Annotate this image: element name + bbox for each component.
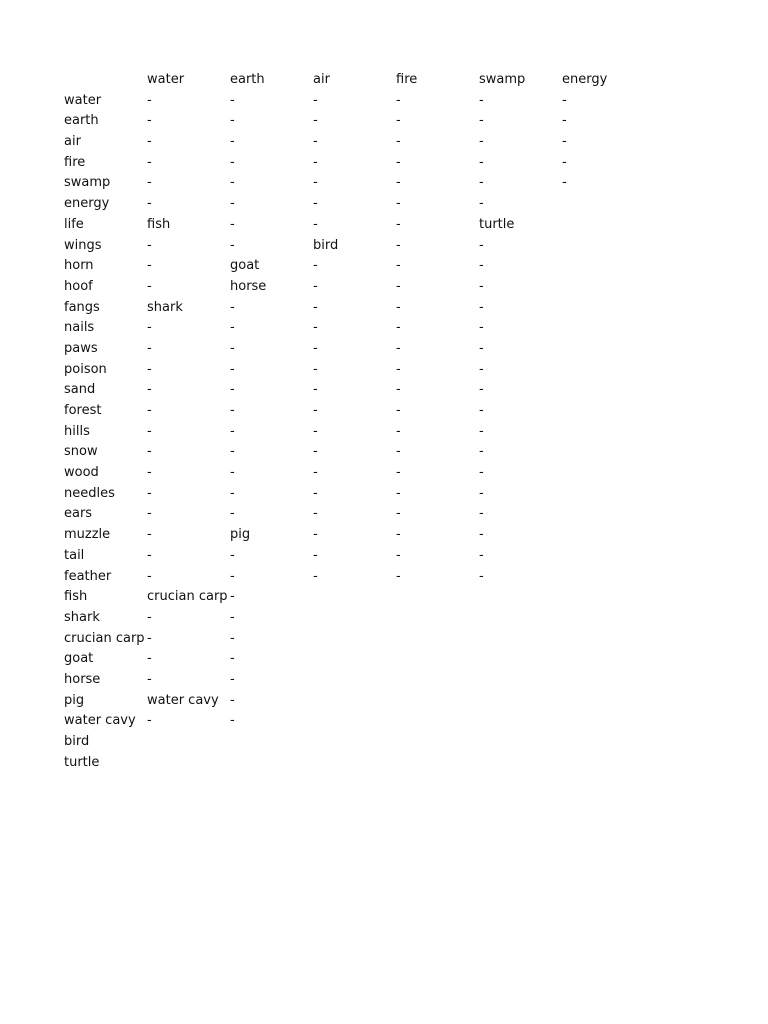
table-cell: - (396, 196, 401, 212)
table-cell: - (313, 382, 318, 398)
row-label: muzzle (64, 527, 111, 543)
table-cell: - (396, 299, 401, 315)
table-cell: - (230, 113, 235, 129)
column-header-water: water (147, 72, 185, 87)
table-cell: - (479, 485, 484, 501)
row-label: air (64, 134, 81, 150)
table-cell: - (396, 320, 401, 336)
table-cell: - (147, 671, 152, 687)
table-cell: - (230, 382, 235, 398)
column-header-fire: fire (396, 72, 418, 87)
table-cell: - (230, 651, 235, 667)
row-label: sand (64, 382, 96, 398)
table-cell: - (396, 278, 401, 294)
row-label: water cavy (64, 713, 136, 729)
table-cell: - (396, 485, 401, 501)
table-cell: - (396, 258, 401, 274)
table-cell: - (479, 278, 484, 294)
table-cell: - (313, 465, 318, 481)
table-cell: - (479, 92, 484, 108)
table-cell: - (313, 340, 318, 356)
table-cell: - (313, 444, 318, 460)
row-label: wood (64, 465, 99, 481)
table-cell: - (479, 299, 484, 315)
table-cell: - (396, 465, 401, 481)
table-cell: shark (147, 299, 183, 315)
column-header-swamp: swamp (479, 72, 526, 87)
table-cell: - (147, 444, 152, 460)
table-cell: - (230, 547, 235, 563)
table-cell: - (147, 568, 152, 584)
row-label: horse (64, 671, 101, 687)
table-cell: - (230, 692, 235, 708)
table-cell: - (147, 278, 152, 294)
table-cell: crucian carp (147, 589, 228, 605)
row-label: goat (64, 651, 94, 667)
table-cell: - (313, 92, 318, 108)
table-cell: - (313, 485, 318, 501)
table-cell: - (313, 423, 318, 439)
table-cell: - (562, 113, 567, 129)
table-cell: - (230, 630, 235, 646)
column-header-earth: earth (230, 72, 265, 87)
table-cell: goat (230, 258, 260, 274)
table-cell: - (479, 154, 484, 170)
table-cell: - (230, 134, 235, 150)
table-cell: - (479, 465, 484, 481)
row-label: pig (64, 692, 85, 708)
table-cell: - (147, 258, 152, 274)
table-cell: - (147, 485, 152, 501)
table-cell: - (396, 134, 401, 150)
table-cell: - (230, 423, 235, 439)
table-cell: - (147, 320, 152, 336)
table-cell: - (230, 299, 235, 315)
table-cell: - (230, 92, 235, 108)
table-cell: - (396, 237, 401, 253)
table-cell: - (147, 423, 152, 439)
table-cell: - (147, 340, 152, 356)
table-cell: - (147, 651, 152, 667)
table-cell: - (396, 340, 401, 356)
table-cell: - (479, 134, 484, 150)
table-cell: - (230, 340, 235, 356)
table-cell: - (313, 506, 318, 522)
table-cell: - (230, 320, 235, 336)
table-cell: - (562, 175, 567, 191)
table-cell: - (396, 361, 401, 377)
table-cell: - (479, 361, 484, 377)
column-header-air: air (313, 72, 330, 87)
table-cell: - (396, 175, 401, 191)
table-cell: - (479, 258, 484, 274)
row-label: bird (64, 734, 90, 749)
row-label: earth (64, 113, 99, 129)
table-cell: - (313, 320, 318, 336)
table-cell: - (479, 237, 484, 253)
table-cell: pig (230, 527, 251, 543)
table-cell: - (313, 299, 318, 315)
table-cell: - (147, 609, 152, 625)
table-cell: - (230, 175, 235, 191)
row-label: ears (64, 506, 93, 522)
table-cell: - (230, 403, 235, 418)
table-cell: - (396, 154, 401, 170)
table-cell: - (479, 403, 484, 418)
table-cell: - (313, 361, 318, 377)
table-cell: - (479, 547, 484, 563)
row-label: needles (64, 485, 115, 501)
table-cell: - (396, 506, 401, 522)
table-cell: - (147, 134, 152, 150)
table-cell: - (230, 196, 235, 212)
table-cell: - (313, 134, 318, 150)
table-cell: - (147, 196, 152, 212)
row-label: paws (64, 340, 98, 356)
table-cell: - (562, 92, 567, 108)
table-cell: water cavy (147, 692, 219, 708)
row-label: fire (64, 154, 86, 170)
table-cell: - (147, 465, 152, 481)
table-cell: - (479, 568, 484, 584)
row-label: forest (64, 403, 102, 418)
table-cell: - (230, 506, 235, 522)
table-cell: - (396, 382, 401, 398)
row-label: hoof (64, 278, 93, 294)
table-cell: - (147, 154, 152, 170)
table-cell: - (147, 92, 152, 108)
row-label: snow (64, 444, 98, 460)
table-cell: - (396, 444, 401, 460)
table-cell: - (396, 216, 401, 232)
table-cell: - (396, 113, 401, 129)
table-cell: - (230, 713, 235, 729)
table-cell: - (479, 196, 484, 212)
table-cell: - (479, 423, 484, 439)
table-cell: - (313, 568, 318, 584)
table-cell: - (313, 403, 318, 418)
table-cell: - (479, 527, 484, 543)
row-label: swamp (64, 175, 111, 191)
table-cell: - (230, 485, 235, 501)
table-cell: - (147, 547, 152, 563)
table-cell: - (230, 444, 235, 460)
table-cell: - (396, 527, 401, 543)
table-cell: - (479, 320, 484, 336)
row-label: crucian carp (64, 630, 145, 646)
table-cell: - (230, 237, 235, 253)
table-cell: - (313, 258, 318, 274)
table-cell: - (147, 506, 152, 522)
row-label: energy (64, 196, 110, 212)
row-label: fangs (64, 299, 100, 315)
table-cell: - (147, 237, 152, 253)
table-cell: - (147, 175, 152, 191)
table-cell: turtle (479, 216, 515, 232)
table-cell: - (230, 154, 235, 170)
row-label: shark (64, 609, 100, 625)
row-label: wings (64, 237, 102, 253)
table-cell: - (396, 403, 401, 418)
table-cell: - (230, 568, 235, 584)
table-cell: - (230, 465, 235, 481)
table-cell: - (147, 630, 152, 646)
table-cell: - (396, 92, 401, 108)
table-cell: - (147, 382, 152, 398)
table-cell: - (479, 113, 484, 129)
table-cell: - (396, 423, 401, 439)
table-cell: bird (313, 237, 339, 253)
table-cell: - (562, 134, 567, 150)
table-cell: - (479, 382, 484, 398)
table-cell: - (396, 568, 401, 584)
row-label: tail (64, 547, 85, 563)
table-cell: horse (230, 278, 267, 294)
table-cell: - (313, 113, 318, 129)
table-cell: - (479, 506, 484, 522)
table-cell: - (147, 527, 152, 543)
table-cell: - (230, 216, 235, 232)
table-cell: - (147, 713, 152, 729)
table-cell: - (313, 278, 318, 294)
table-cell: - (230, 361, 235, 377)
table-cell: - (562, 154, 567, 170)
table-cell: - (230, 671, 235, 687)
row-label: horn (64, 258, 94, 274)
row-label: water (64, 92, 102, 108)
table-cell: - (313, 547, 318, 563)
table-cell: - (396, 547, 401, 563)
column-header-energy: energy (562, 72, 608, 87)
table-cell: fish (147, 216, 171, 232)
row-label: life (64, 216, 84, 232)
table-cell: - (147, 361, 152, 377)
table-cell: - (230, 609, 235, 625)
table-cell: - (147, 113, 152, 129)
row-label: poison (64, 361, 107, 377)
row-label: feather (64, 568, 112, 584)
table-cell: - (313, 196, 318, 212)
row-label: turtle (64, 754, 100, 770)
table-cell: - (147, 403, 152, 418)
row-label: fish (64, 589, 88, 605)
table-cell: - (230, 589, 235, 605)
table-cell: - (479, 340, 484, 356)
row-label: hills (64, 423, 90, 439)
table-cell: - (313, 216, 318, 232)
table-cell: - (313, 175, 318, 191)
table-cell: - (313, 154, 318, 170)
table-cell: - (479, 444, 484, 460)
table-cell: - (479, 175, 484, 191)
table-cell: - (313, 527, 318, 543)
row-label: nails (64, 320, 95, 336)
